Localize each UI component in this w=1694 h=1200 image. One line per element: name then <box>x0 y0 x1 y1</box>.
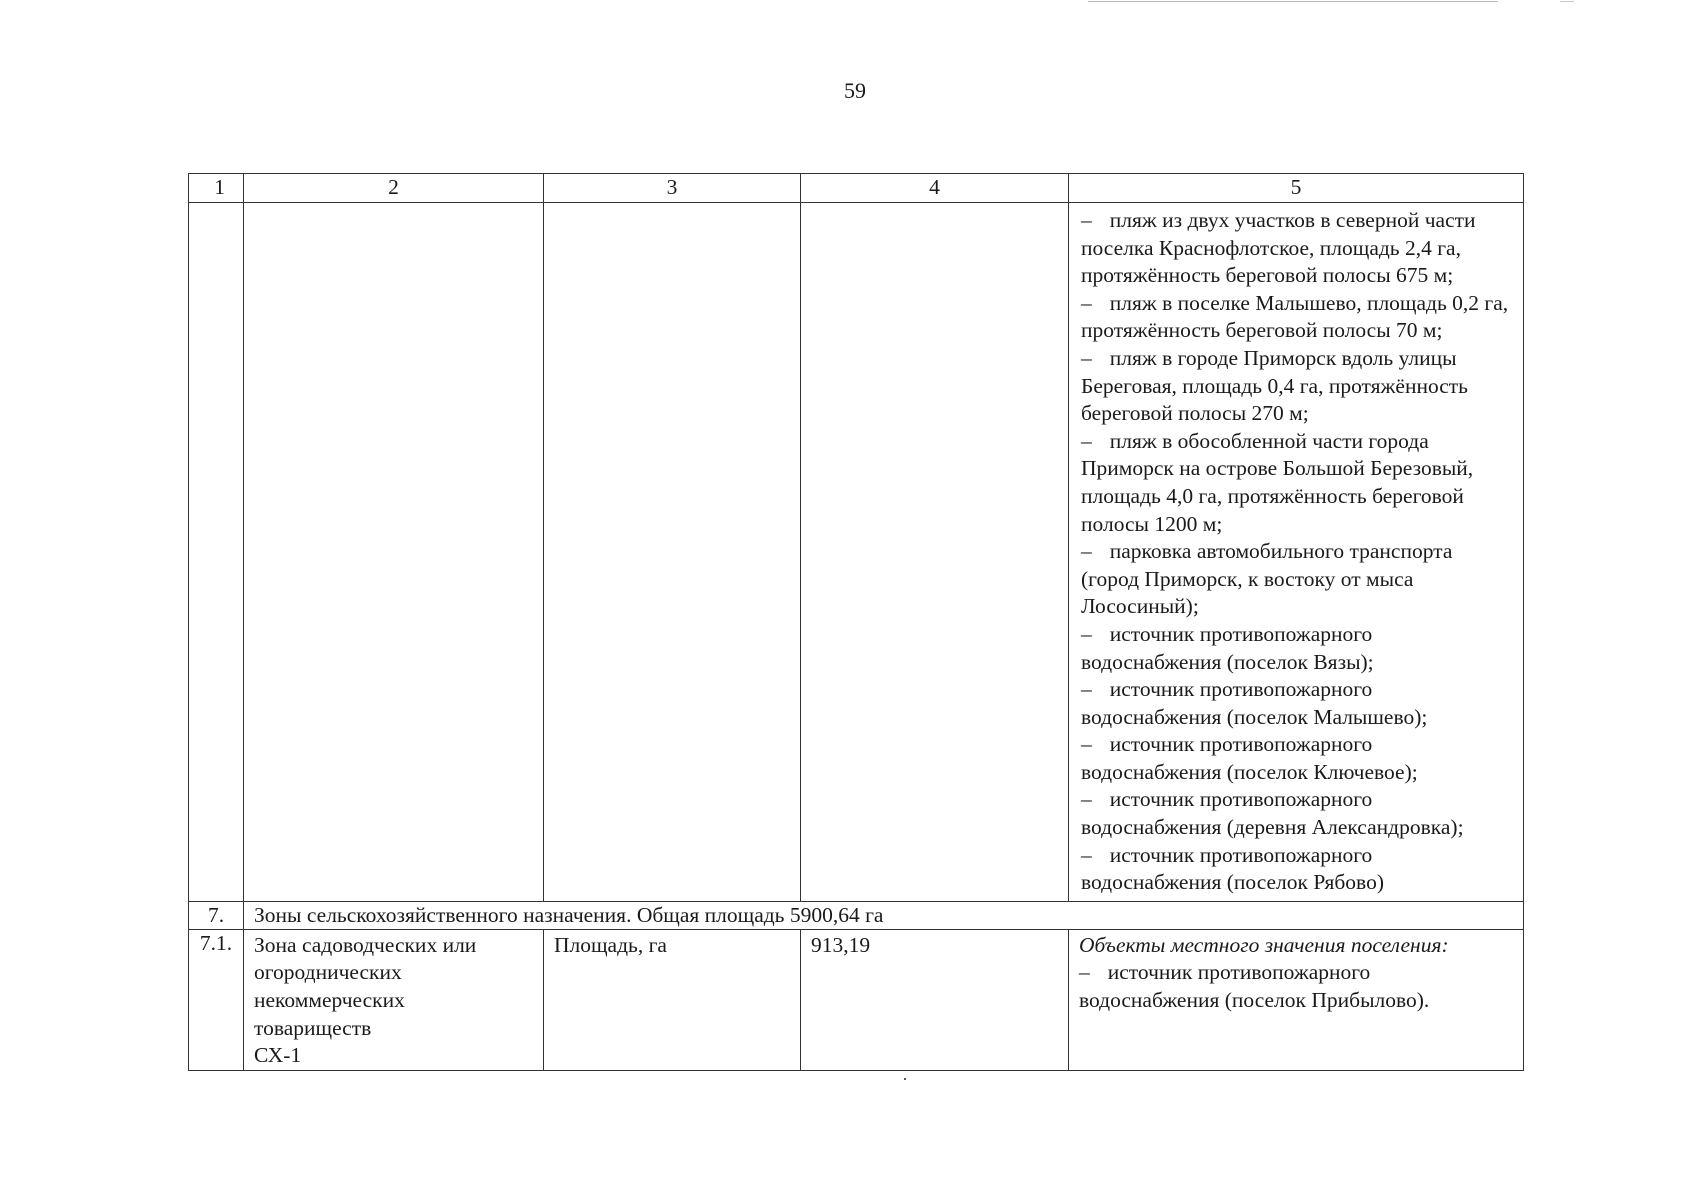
zone-row <box>189 901 1524 929</box>
continuation-cell-1 <box>189 203 244 902</box>
subzone-parameter: Площадь, га <box>544 929 801 1070</box>
header-col-3: 3 <box>544 174 801 203</box>
list-dash: – <box>1081 345 1092 370</box>
continuation-row <box>189 203 1524 902</box>
list-dash: – <box>1081 621 1092 646</box>
subzone-number: 7.1. <box>189 929 244 1070</box>
header-col-1: 1 <box>189 174 244 203</box>
list-item <box>1081 538 1513 621</box>
list-item <box>1081 786 1513 841</box>
list-item <box>1081 345 1513 428</box>
subzone-value: 913,19 <box>801 929 1069 1070</box>
header-col-4: 4 <box>801 174 1069 203</box>
continuation-cell-4 <box>801 203 1069 902</box>
scan-edge-line <box>1088 1 1498 2</box>
list-dash: – <box>1079 960 1090 985</box>
subzone-name-line: товариществ <box>254 1015 372 1040</box>
header-col-5: 5 <box>1069 174 1524 203</box>
zone-title: Зоны сельскохозяйственного назначения. Общая площадь 5900,64 га <box>244 901 1524 929</box>
list-item-text: пляж из двух участков в северной части поселка Краснофлотское, площадь 2,4 га, протяжённость береговой полосы 675 м; <box>1081 208 1476 288</box>
list-item <box>1081 731 1513 786</box>
subzone-name <box>244 929 544 1070</box>
list-item-text: парковка автомобильного транспорта (город Приморск, к востоку от мыса Лососиный); <box>1081 539 1453 619</box>
list-item <box>1081 676 1513 731</box>
list-dash: – <box>1081 208 1092 232</box>
list-item-text: источник противопожарного водоснабжения (поселок Прибылово). <box>1079 960 1430 1013</box>
subzone-name-line: некоммерческих <box>254 988 405 1013</box>
zone-number: 7. <box>189 901 244 929</box>
list-dash: – <box>1081 539 1092 564</box>
list-item <box>1081 621 1513 676</box>
list-item-text: источник противопожарного водоснабжения (поселок Рябово) <box>1081 842 1384 895</box>
continuation-cell-2 <box>244 203 544 902</box>
list-item <box>1081 428 1513 538</box>
list-item <box>1079 959 1513 1014</box>
list-item-text: источник противопожарного водоснабжения (деревня Александровка); <box>1081 787 1464 840</box>
page-number: 59 <box>844 78 866 103</box>
subzone-name-line: Зона садоводческих или <box>254 932 477 957</box>
subzone-objects-cell <box>1069 929 1524 1070</box>
subzone-name-line: огороднических <box>254 960 402 985</box>
list-dash: – <box>1081 787 1092 812</box>
list-dash: – <box>1081 732 1092 757</box>
list-item-text: источник противопожарного водоснабжения (поселок Малышево); <box>1081 677 1428 729</box>
objects-heading: Объекты местного значения поселения: <box>1079 932 1449 957</box>
table-header-row <box>189 174 1524 203</box>
list-item-text: пляж в поселке Малышево, площадь 0,2 га, протяжённость береговой полосы 70 м; <box>1081 290 1509 343</box>
list-item-text: источник противопожарного водоснабжения (поселок Вязы); <box>1081 621 1374 674</box>
header-col-2: 2 <box>244 174 544 203</box>
list-item-text: пляж в обособленной части города Приморск на острове Большой Березовый, площадь 4,0 га, протяжённость береговой полосы 1200 м; <box>1081 428 1474 536</box>
subzone-row <box>189 929 1524 1070</box>
scan-speck <box>904 1078 906 1080</box>
continuation-objects-cell <box>1069 203 1524 902</box>
list-dash: – <box>1081 290 1092 315</box>
list-dash: – <box>1081 428 1092 453</box>
list-item <box>1081 842 1513 897</box>
zones-table <box>188 173 1524 1071</box>
list-item-text: источник противопожарного водоснабжения (поселок Ключевое); <box>1081 732 1418 784</box>
list-item <box>1081 290 1513 345</box>
list-item <box>1081 207 1513 290</box>
subzone-code: СХ-1 <box>254 1043 302 1068</box>
list-item-text: пляж в городе Приморск вдоль улицы Береговая, площадь 0,4 га, протяжённость береговой полосы 270 м; <box>1081 345 1468 426</box>
continuation-cell-3 <box>544 203 801 902</box>
list-dash: – <box>1081 842 1092 867</box>
list-dash: – <box>1081 677 1092 702</box>
scan-edge-mark <box>1560 1 1574 2</box>
